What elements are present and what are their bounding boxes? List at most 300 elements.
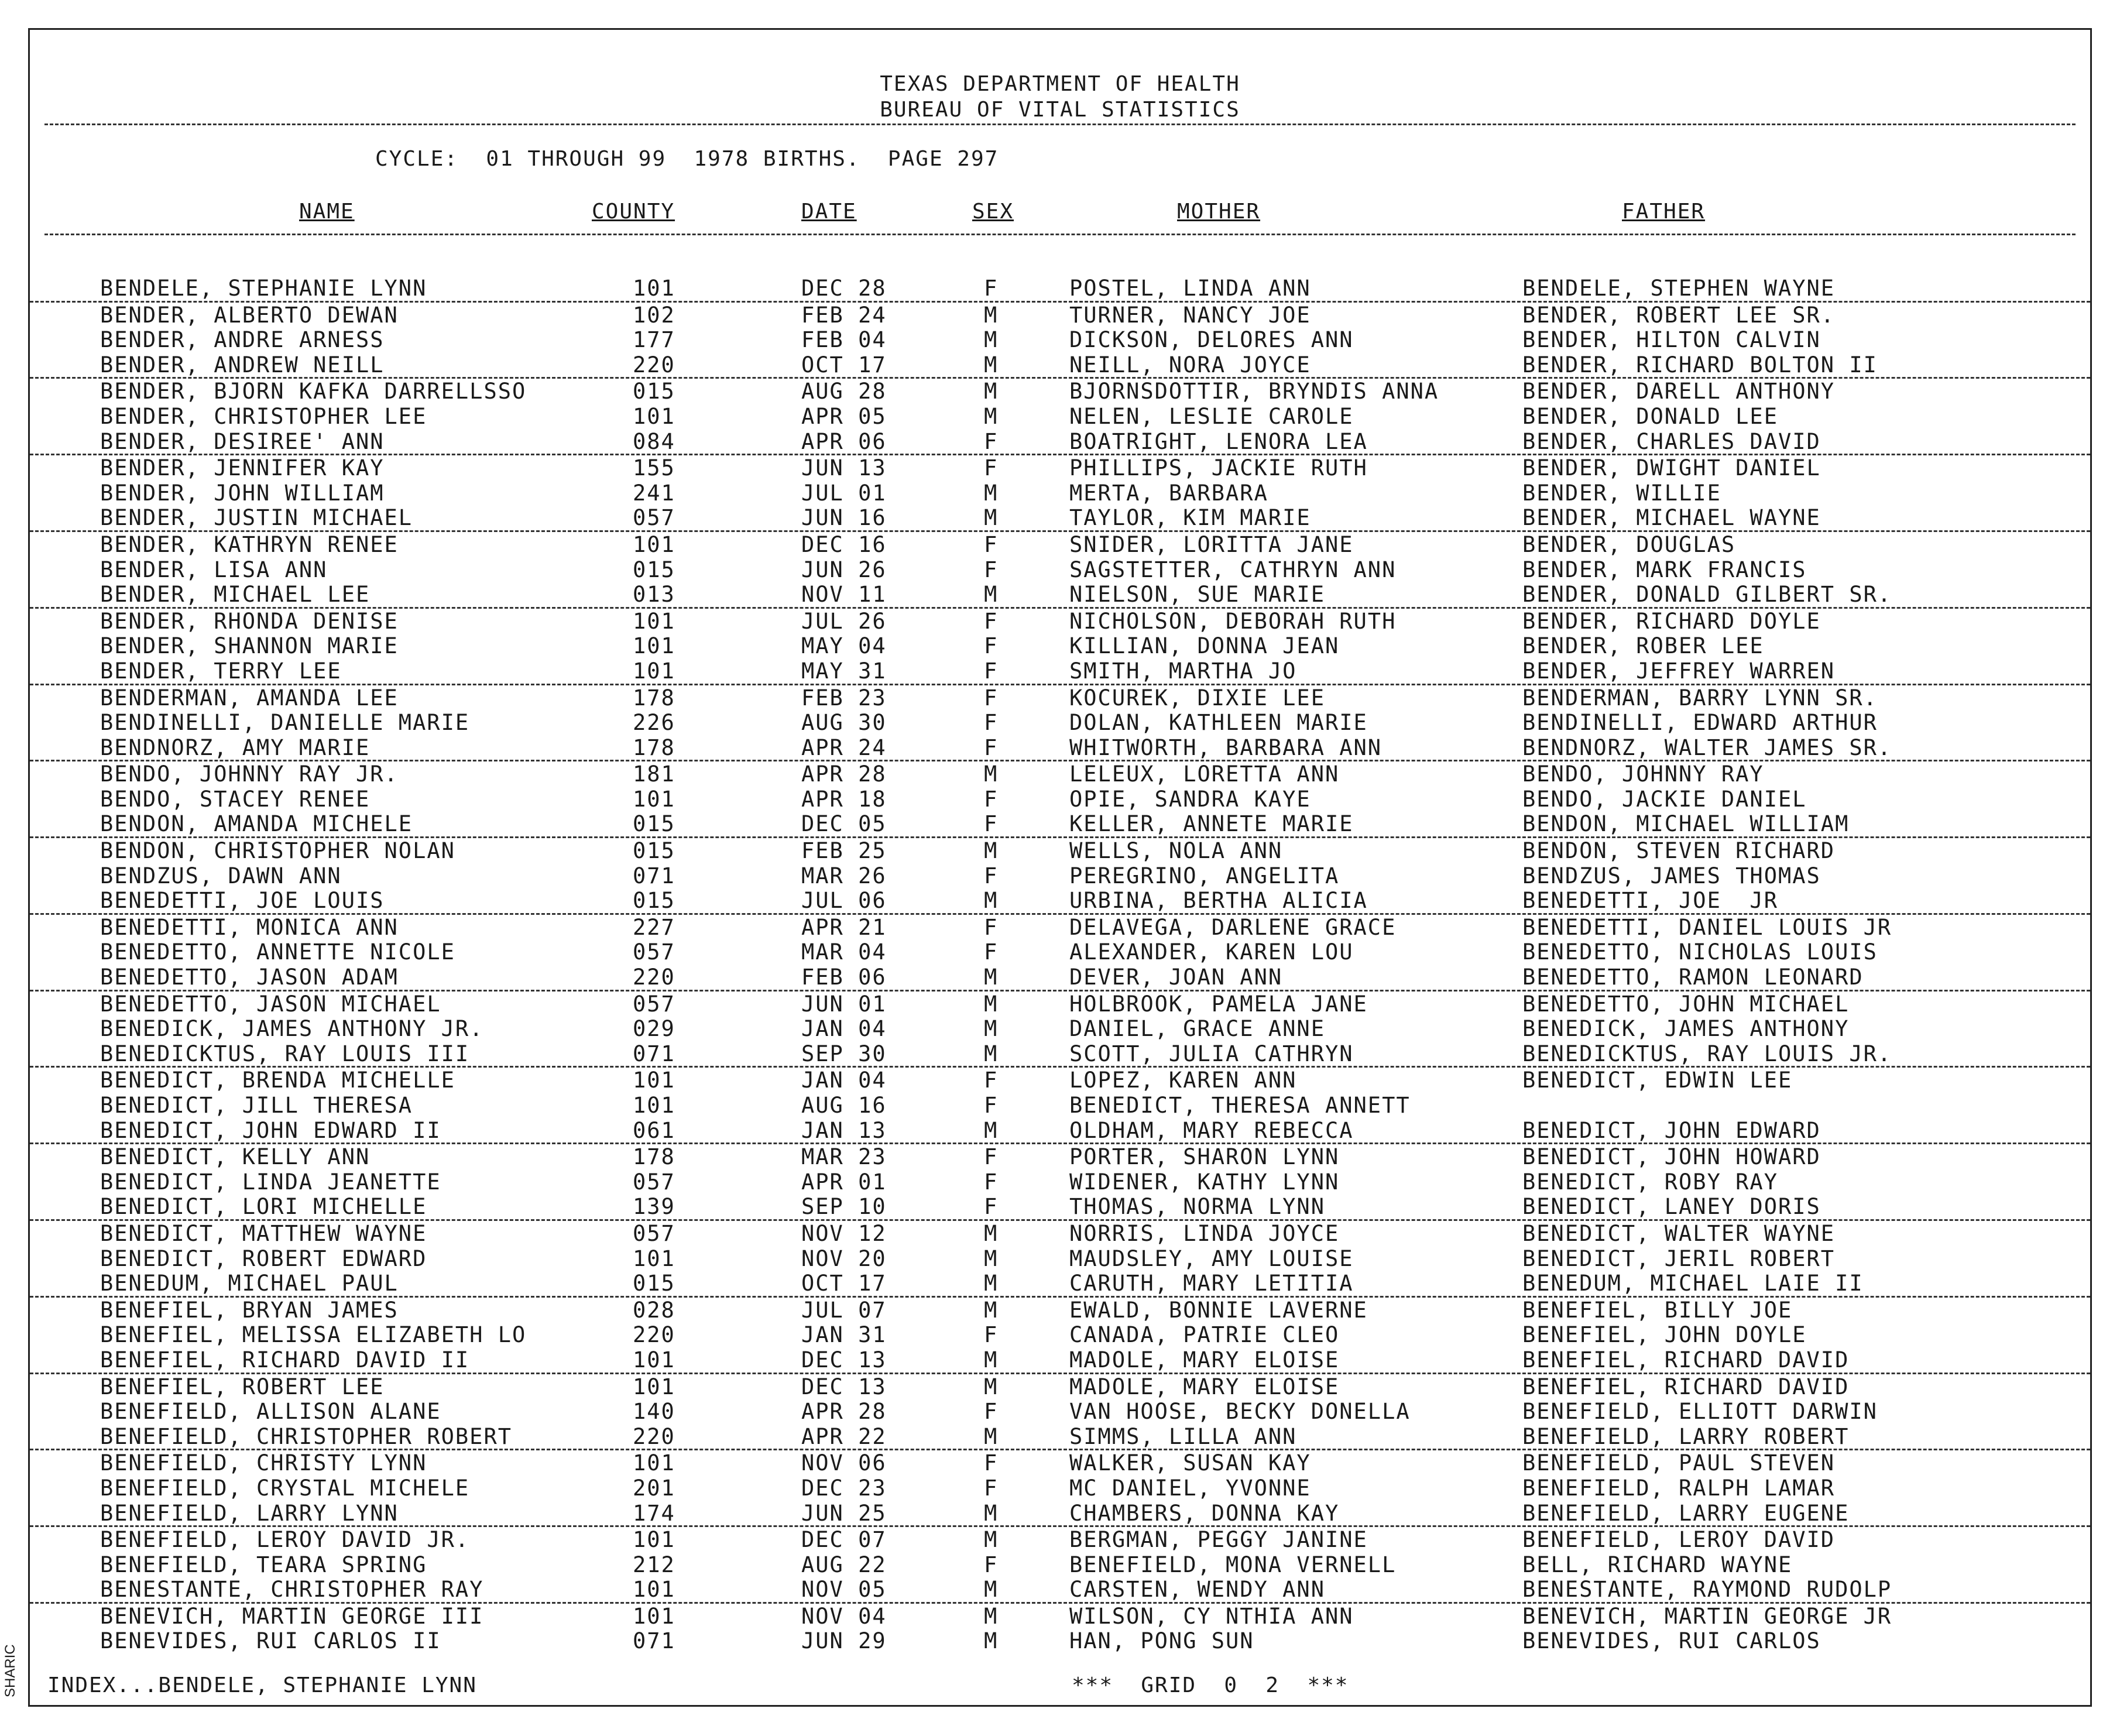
- record-county: 139: [633, 1194, 675, 1220]
- record-father: BENEFIELD, LARRY ROBERT: [1522, 1423, 1850, 1449]
- footer-grid: *** GRID 0 2 ***: [1072, 1673, 1349, 1697]
- record-date: FEB 04: [801, 327, 887, 353]
- table-row: [30, 481, 2090, 506]
- record-mother: SNIDER, LORITTA JANE: [1069, 531, 1354, 557]
- record-sex: M: [984, 838, 999, 864]
- record-date: NOV 20: [801, 1246, 887, 1271]
- record-name: BENEDICK, JAMES ANTHONY JR.: [100, 1016, 484, 1042]
- table-row: [30, 379, 2090, 404]
- record-date: OCT 17: [801, 352, 887, 378]
- record-mother: TAYLOR, KIM MARIE: [1069, 505, 1311, 531]
- record-sex: F: [984, 608, 999, 634]
- table-row: [30, 303, 2090, 328]
- record-father: BENDER, WILLIE: [1522, 480, 1721, 506]
- record-date: JAN 04: [801, 1068, 887, 1093]
- record-sex: M: [984, 1423, 999, 1449]
- record-date: APR 18: [801, 786, 887, 812]
- record-mother: CANADA, PATRIE CLEO: [1069, 1322, 1340, 1348]
- record-sex: M: [984, 1220, 999, 1246]
- table-row: [30, 761, 2090, 787]
- record-mother: MAUDSLEY, AMY LOUISE: [1069, 1246, 1354, 1271]
- record-mother: WELLS, NOLA ANN: [1069, 838, 1283, 864]
- record-name: BENDO, STACEY RENEE: [100, 786, 371, 812]
- record-date: DEC 13: [801, 1347, 887, 1373]
- record-date: JUN 16: [801, 505, 887, 531]
- table-row: [30, 991, 2090, 1017]
- record-sex: F: [984, 455, 999, 481]
- table-row: [30, 1347, 2090, 1374]
- record-county: 101: [633, 403, 675, 429]
- record-father: BENDZUS, JAMES THOMAS: [1522, 863, 1821, 888]
- table-row: [30, 455, 2090, 481]
- record-sex: F: [984, 939, 999, 965]
- header-line-1: TEXAS DEPARTMENT OF HEALTH: [880, 72, 1240, 96]
- record-sex: F: [984, 1194, 999, 1220]
- record-father: BENEFIEL, BILLY JOE: [1522, 1297, 1793, 1323]
- record-mother: BERGMAN, PEGGY JANINE: [1069, 1527, 1368, 1553]
- record-sex: F: [984, 685, 999, 711]
- table-row: [30, 1093, 2090, 1118]
- table-row: [30, 352, 2090, 379]
- record-father: BENESTANTE, RAYMOND RUDOLP: [1522, 1577, 1892, 1603]
- record-mother: BJORNSDOTTIR, BRYNDIS ANNA: [1069, 379, 1439, 404]
- birth-records-list: [30, 276, 2090, 1653]
- record-name: BENDERMAN, AMANDA LEE: [100, 685, 399, 711]
- record-county: 178: [633, 685, 675, 711]
- record-county: 071: [633, 1628, 675, 1654]
- record-date: MAR 26: [801, 863, 887, 888]
- record-county: 140: [633, 1399, 675, 1425]
- record-county: 015: [633, 838, 675, 864]
- record-sex: F: [984, 914, 999, 940]
- table-row: [30, 1221, 2090, 1246]
- record-father: BENEFIELD, LEROY DAVID: [1522, 1527, 1836, 1553]
- record-name: BENEDETTO, JASON MICHAEL: [100, 991, 441, 1017]
- record-sex: F: [984, 710, 999, 736]
- record-sex: F: [984, 786, 999, 812]
- record-sex: F: [984, 557, 999, 582]
- record-name: BENESTANTE, CHRISTOPHER RAY: [100, 1577, 484, 1603]
- record-father: BENEDETTO, RAMON LEONARD: [1522, 965, 1864, 990]
- table-row: [30, 658, 2090, 685]
- record-county: 101: [633, 1374, 675, 1399]
- record-date: JUN 25: [801, 1500, 887, 1526]
- record-sex: M: [984, 1628, 999, 1654]
- record-mother: CARUTH, MARY LETITIA: [1069, 1271, 1354, 1296]
- record-father: BENEDICK, JAMES ANTHONY: [1522, 1016, 1850, 1042]
- record-mother: LELEUX, LORETTA ANN: [1069, 761, 1340, 787]
- record-father: BENEDETTI, JOE JR: [1522, 888, 1778, 914]
- record-name: BENEFIELD, TEARA SPRING: [100, 1552, 427, 1577]
- record-father: BENEDETTO, NICHOLAS LOUIS: [1522, 939, 1878, 965]
- record-date: APR 05: [801, 403, 887, 429]
- table-row: [30, 1016, 2090, 1041]
- record-mother: SCOTT, JULIA CATHRYN: [1069, 1041, 1354, 1066]
- record-mother: PORTER, SHARON LYNN: [1069, 1144, 1340, 1170]
- record-county: 101: [633, 608, 675, 634]
- record-date: NOV 05: [801, 1577, 887, 1603]
- table-row: [30, 1194, 2090, 1221]
- table-row: [30, 1450, 2090, 1476]
- record-date: AUG 22: [801, 1552, 887, 1577]
- table-row: [30, 609, 2090, 634]
- record-name: BENEDETTI, MONICA ANN: [100, 914, 399, 940]
- record-mother: HOLBROOK, PAMELA JANE: [1069, 991, 1368, 1017]
- table-row: [30, 787, 2090, 812]
- record-mother: MADOLE, MARY ELOISE: [1069, 1347, 1340, 1373]
- record-date: APR 22: [801, 1423, 887, 1449]
- record-county: 015: [633, 888, 675, 914]
- record-mother: DEVER, JOAN ANN: [1069, 965, 1283, 990]
- record-name: BENDELE, STEPHANIE LYNN: [100, 276, 427, 301]
- table-row: [30, 327, 2090, 352]
- record-sex: M: [984, 888, 999, 914]
- record-mother: VAN HOOSE, BECKY DONELLA: [1069, 1399, 1411, 1425]
- record-county: 241: [633, 480, 675, 506]
- record-sex: F: [984, 531, 999, 557]
- column-header-father: FATHER: [1622, 200, 1706, 224]
- table-row: [30, 685, 2090, 711]
- table-row: [30, 735, 2090, 762]
- record-mother: BENEDICT, THERESA ANNETT: [1069, 1093, 1411, 1118]
- table-row: [30, 532, 2090, 557]
- record-mother: DICKSON, DELORES ANN: [1069, 327, 1354, 353]
- record-father: BENEDICT, JOHN HOWARD: [1522, 1144, 1821, 1170]
- record-county: 226: [633, 710, 675, 736]
- table-row: [30, 1628, 2090, 1653]
- table-row: [30, 965, 2090, 991]
- record-date: APR 24: [801, 735, 887, 760]
- record-mother: CHAMBERS, DONNA KAY: [1069, 1500, 1340, 1526]
- record-mother: OLDHAM, MARY REBECCA: [1069, 1117, 1354, 1143]
- record-date: APR 28: [801, 1399, 887, 1425]
- record-county: 101: [633, 786, 675, 812]
- record-sex: F: [984, 1093, 999, 1118]
- record-mother: NELEN, LESLIE CAROLE: [1069, 403, 1354, 429]
- column-header-sex: SEX: [972, 200, 1014, 224]
- record-father: BENDER, MARK FRANCIS: [1522, 557, 1807, 582]
- record-date: JAN 31: [801, 1322, 887, 1348]
- record-sex: M: [984, 582, 999, 608]
- record-mother: KILLIAN, DONNA JEAN: [1069, 633, 1340, 659]
- record-mother: KOCUREK, DIXIE LEE: [1069, 685, 1325, 711]
- record-county: 061: [633, 1117, 675, 1143]
- record-name: BENEDICT, LORI MICHELLE: [100, 1194, 427, 1220]
- record-name: BENDNORZ, AMY MARIE: [100, 735, 371, 760]
- record-sex: F: [984, 1475, 999, 1501]
- record-mother: KELLER, ANNETE MARIE: [1069, 811, 1354, 837]
- record-sex: M: [984, 505, 999, 531]
- record-county: 101: [633, 658, 675, 684]
- record-mother: WALKER, SUSAN KAY: [1069, 1450, 1311, 1476]
- record-sex: F: [984, 863, 999, 888]
- record-county: 015: [633, 1271, 675, 1296]
- record-mother: LOPEZ, KAREN ANN: [1069, 1068, 1297, 1093]
- record-father: BENDNORZ, WALTER JAMES SR.: [1522, 735, 1892, 760]
- record-sex: M: [984, 379, 999, 404]
- record-sex: M: [984, 1246, 999, 1271]
- column-header-mother: MOTHER: [1177, 200, 1261, 224]
- record-name: BENEDICKTUS, RAY LOUIS III: [100, 1041, 470, 1066]
- record-father: BENDER, DONALD LEE: [1522, 403, 1778, 429]
- record-mother: PEREGRINO, ANGELITA: [1069, 863, 1340, 888]
- record-county: 101: [633, 1527, 675, 1553]
- record-county: 101: [633, 1068, 675, 1093]
- record-county: 201: [633, 1475, 675, 1501]
- record-father: BENEVIDES, RUI CARLOS: [1522, 1628, 1821, 1654]
- record-father: BENEFIELD, LARRY EUGENE: [1522, 1500, 1850, 1526]
- record-name: BENEFIELD, CRYSTAL MICHELE: [100, 1475, 470, 1501]
- record-name: BENDER, DESIREE' ANN: [100, 428, 385, 454]
- record-father: BENDER, HILTON CALVIN: [1522, 327, 1821, 353]
- record-date: MAY 04: [801, 633, 887, 659]
- record-mother: BENEFIELD, MONA VERNELL: [1069, 1552, 1397, 1577]
- record-mother: NIELSON, SUE MARIE: [1069, 582, 1325, 608]
- record-name: BENDER, KATHRYN RENEE: [100, 531, 399, 557]
- record-name: BENDER, ANDRE ARNESS: [100, 327, 385, 353]
- table-row: [30, 1246, 2090, 1271]
- record-name: BENDZUS, DAWN ANN: [100, 863, 342, 888]
- record-father: BENEDICKTUS, RAY LOUIS JR.: [1522, 1041, 1892, 1066]
- record-father: BENDELE, STEPHEN WAYNE: [1522, 276, 1836, 301]
- record-county: 071: [633, 1041, 675, 1066]
- record-father: BENDER, CHARLES DAVID: [1522, 428, 1821, 454]
- table-row: [30, 505, 2090, 532]
- table-row: [30, 863, 2090, 888]
- table-row: [30, 1068, 2090, 1093]
- record-county: 220: [633, 1322, 675, 1348]
- record-mother: DANIEL, GRACE ANNE: [1069, 1016, 1325, 1042]
- record-name: BENEVIDES, RUI CARLOS II: [100, 1628, 441, 1654]
- record-date: FEB 24: [801, 302, 887, 328]
- record-mother: DOLAN, KATHLEEN MARIE: [1069, 710, 1368, 736]
- record-mother: EWALD, BONNIE LAVERNE: [1069, 1297, 1368, 1323]
- table-row: [30, 1169, 2090, 1195]
- column-header-divider: [44, 234, 2076, 235]
- record-date: DEC 07: [801, 1527, 887, 1553]
- record-name: BENEDETTO, ANNETTE NICOLE: [100, 939, 455, 965]
- record-county: 227: [633, 914, 675, 940]
- record-sex: M: [984, 761, 999, 787]
- record-county: 015: [633, 811, 675, 837]
- record-name: BENEFIELD, CHRISTY LYNN: [100, 1450, 427, 1476]
- record-name: BENEDETTO, JASON ADAM: [100, 965, 399, 990]
- record-date: DEC 05: [801, 811, 887, 837]
- record-date: MAR 23: [801, 1144, 887, 1170]
- record-father: BENDON, MICHAEL WILLIAM: [1522, 811, 1850, 837]
- table-row: [30, 1604, 2090, 1629]
- record-name: BENDER, LISA ANN: [100, 557, 328, 582]
- record-county: 101: [633, 531, 675, 557]
- record-name: BENDER, ALBERTO DEWAN: [100, 302, 399, 328]
- record-father: BENDER, DOUGLAS: [1522, 531, 1736, 557]
- table-row: [30, 1298, 2090, 1323]
- record-father: BENDO, JOHNNY RAY: [1522, 761, 1764, 787]
- record-county: 071: [633, 863, 675, 888]
- record-father: BENDER, DONALD GILBERT SR.: [1522, 582, 1892, 608]
- table-row: [30, 1041, 2090, 1068]
- record-date: NOV 11: [801, 582, 887, 608]
- record-father: BENEFIEL, RICHARD DAVID: [1522, 1374, 1850, 1399]
- record-name: BENEDICT, KELLY ANN: [100, 1144, 371, 1170]
- record-father: BENDER, MICHAEL WAYNE: [1522, 505, 1821, 531]
- record-name: BENEFIEL, RICHARD DAVID II: [100, 1347, 470, 1373]
- record-mother: TURNER, NANCY JOE: [1069, 302, 1311, 328]
- record-father: BENDER, ROBERT LEE SR.: [1522, 302, 1836, 328]
- record-father: BENEDICT, WALTER WAYNE: [1522, 1220, 1836, 1246]
- table-row: [30, 1527, 2090, 1552]
- table-row: [30, 557, 2090, 582]
- record-county: 102: [633, 302, 675, 328]
- table-row: [30, 1144, 2090, 1169]
- record-name: BENEVICH, MARTIN GEORGE III: [100, 1603, 484, 1629]
- record-father: BENEDICT, LANEY DORIS: [1522, 1194, 1821, 1220]
- record-sex: F: [984, 428, 999, 454]
- record-name: BENDER, BJORN KAFKA DARRELLSSO: [100, 379, 527, 404]
- record-date: JUN 29: [801, 1628, 887, 1654]
- record-mother: HAN, PONG SUN: [1069, 1628, 1254, 1654]
- record-name: BENEDICT, LINDA JEANETTE: [100, 1169, 441, 1195]
- record-mother: WILSON, CY NTHIA ANN: [1069, 1603, 1354, 1629]
- record-county: 101: [633, 1603, 675, 1629]
- record-county: 101: [633, 1450, 675, 1476]
- column-header-name: NAME: [299, 200, 355, 224]
- record-county: 015: [633, 379, 675, 404]
- record-father: BENDO, JACKIE DANIEL: [1522, 786, 1807, 812]
- record-name: BENDER, SHANNON MARIE: [100, 633, 399, 659]
- table-row: [30, 1476, 2090, 1501]
- table-row: [30, 1501, 2090, 1528]
- table-row: [30, 582, 2090, 609]
- record-sex: M: [984, 1347, 999, 1373]
- record-name: BENDER, JOHN WILLIAM: [100, 480, 385, 506]
- record-county: 084: [633, 428, 675, 454]
- record-date: DEC 28: [801, 276, 887, 301]
- record-mother: THOMAS, NORMA LYNN: [1069, 1194, 1325, 1220]
- record-father: BENEFIELD, ELLIOTT DARWIN: [1522, 1399, 1878, 1425]
- record-mother: CARSTEN, WENDY ANN: [1069, 1577, 1325, 1603]
- record-sex: F: [984, 1552, 999, 1577]
- record-mother: POSTEL, LINDA ANN: [1069, 276, 1311, 301]
- record-date: FEB 06: [801, 965, 887, 990]
- record-county: 101: [633, 1577, 675, 1603]
- record-father: BENDINELLI, EDWARD ARTHUR: [1522, 710, 1878, 736]
- record-sex: M: [984, 403, 999, 429]
- record-name: BENDER, CHRISTOPHER LEE: [100, 403, 427, 429]
- record-name: BENDER, MICHAEL LEE: [100, 582, 371, 608]
- table-row: [30, 811, 2090, 838]
- table-row: [30, 1322, 2090, 1347]
- table-row: [30, 915, 2090, 940]
- record-date: APR 06: [801, 428, 887, 454]
- record-sex: M: [984, 991, 999, 1017]
- record-mother: MERTA, BARBARA: [1069, 480, 1268, 506]
- record-sex: M: [984, 1041, 999, 1066]
- record-date: NOV 04: [801, 1603, 887, 1629]
- record-sex: F: [984, 658, 999, 684]
- record-county: 101: [633, 1093, 675, 1118]
- record-county: 178: [633, 735, 675, 760]
- record-name: BENDER, TERRY LEE: [100, 658, 342, 684]
- record-county: 212: [633, 1552, 675, 1577]
- record-mother: SMITH, MARTHA JO: [1069, 658, 1297, 684]
- record-name: BENDER, JUSTIN MICHAEL: [100, 505, 413, 531]
- record-father: BENEVICH, MARTIN GEORGE JR: [1522, 1603, 1892, 1629]
- record-county: 029: [633, 1016, 675, 1042]
- record-mother: BOATRIGHT, LENORA LEA: [1069, 428, 1368, 454]
- table-row: [30, 429, 2090, 456]
- record-sex: M: [984, 480, 999, 506]
- record-name: BENEFIELD, CHRISTOPHER ROBERT: [100, 1423, 513, 1449]
- record-sex: F: [984, 1399, 999, 1425]
- record-father: BENDER, RICHARD DOYLE: [1522, 608, 1821, 634]
- record-mother: NICHOLSON, DEBORAH RUTH: [1069, 608, 1397, 634]
- record-father: BENEFIELD, PAUL STEVEN: [1522, 1450, 1836, 1476]
- record-date: FEB 23: [801, 685, 887, 711]
- record-date: JUL 06: [801, 888, 887, 914]
- record-father: BELL, RICHARD WAYNE: [1522, 1552, 1793, 1577]
- record-name: BENDER, RHONDA DENISE: [100, 608, 399, 634]
- record-date: JAN 13: [801, 1117, 887, 1143]
- record-mother: WIDENER, KATHY LYNN: [1069, 1169, 1340, 1195]
- record-date: JUL 01: [801, 480, 887, 506]
- record-date: APR 01: [801, 1169, 887, 1195]
- record-county: 057: [633, 1169, 675, 1195]
- record-sex: M: [984, 1577, 999, 1603]
- record-date: SEP 10: [801, 1194, 887, 1220]
- table-row: [30, 1552, 2090, 1577]
- record-sex: M: [984, 1500, 999, 1526]
- record-father: BENEFIELD, RALPH LAMAR: [1522, 1475, 1836, 1501]
- record-county: 057: [633, 939, 675, 965]
- record-father: BENDER, DWIGHT DANIEL: [1522, 455, 1821, 481]
- record-father: BENEDICT, JOHN EDWARD: [1522, 1117, 1821, 1143]
- record-father: BENEFIEL, JOHN DOYLE: [1522, 1322, 1807, 1348]
- record-sex: M: [984, 1374, 999, 1399]
- record-sex: F: [984, 735, 999, 760]
- record-date: JUN 13: [801, 455, 887, 481]
- record-father: BENEFIEL, RICHARD DAVID: [1522, 1347, 1850, 1373]
- record-date: JAN 04: [801, 1016, 887, 1042]
- record-father: BENDER, DARELL ANTHONY: [1522, 379, 1836, 404]
- record-mother: URBINA, BERTHA ALICIA: [1069, 888, 1368, 914]
- record-father: BENEDICT, JERIL ROBERT: [1522, 1246, 1836, 1271]
- record-sex: M: [984, 1297, 999, 1323]
- record-name: BENEFIELD, ALLISON ALANE: [100, 1399, 441, 1425]
- record-mother: SAGSTETTER, CATHRYN ANN: [1069, 557, 1397, 582]
- table-row: [30, 633, 2090, 658]
- record-name: BENEFIEL, MELISSA ELIZABETH LO: [100, 1322, 527, 1348]
- record-sex: M: [984, 302, 999, 328]
- document-frame: [28, 28, 2092, 1707]
- record-father: BENEDICT, ROBY RAY: [1522, 1169, 1778, 1195]
- table-row: [30, 1424, 2090, 1451]
- record-mother: ALEXANDER, KAREN LOU: [1069, 939, 1354, 965]
- record-sex: F: [984, 1450, 999, 1476]
- record-date: MAR 04: [801, 939, 887, 965]
- record-date: JUL 07: [801, 1297, 887, 1323]
- table-row: [30, 710, 2090, 735]
- record-mother: MC DANIEL, YVONNE: [1069, 1475, 1311, 1501]
- table-row: [30, 404, 2090, 429]
- record-date: NOV 06: [801, 1450, 887, 1476]
- record-date: JUN 26: [801, 557, 887, 582]
- table-row: [30, 1118, 2090, 1145]
- record-father: BENDER, ROBER LEE: [1522, 633, 1764, 659]
- record-county: 101: [633, 1347, 675, 1373]
- record-name: BENEFIELD, LEROY DAVID JR.: [100, 1527, 470, 1553]
- record-county: 178: [633, 1144, 675, 1170]
